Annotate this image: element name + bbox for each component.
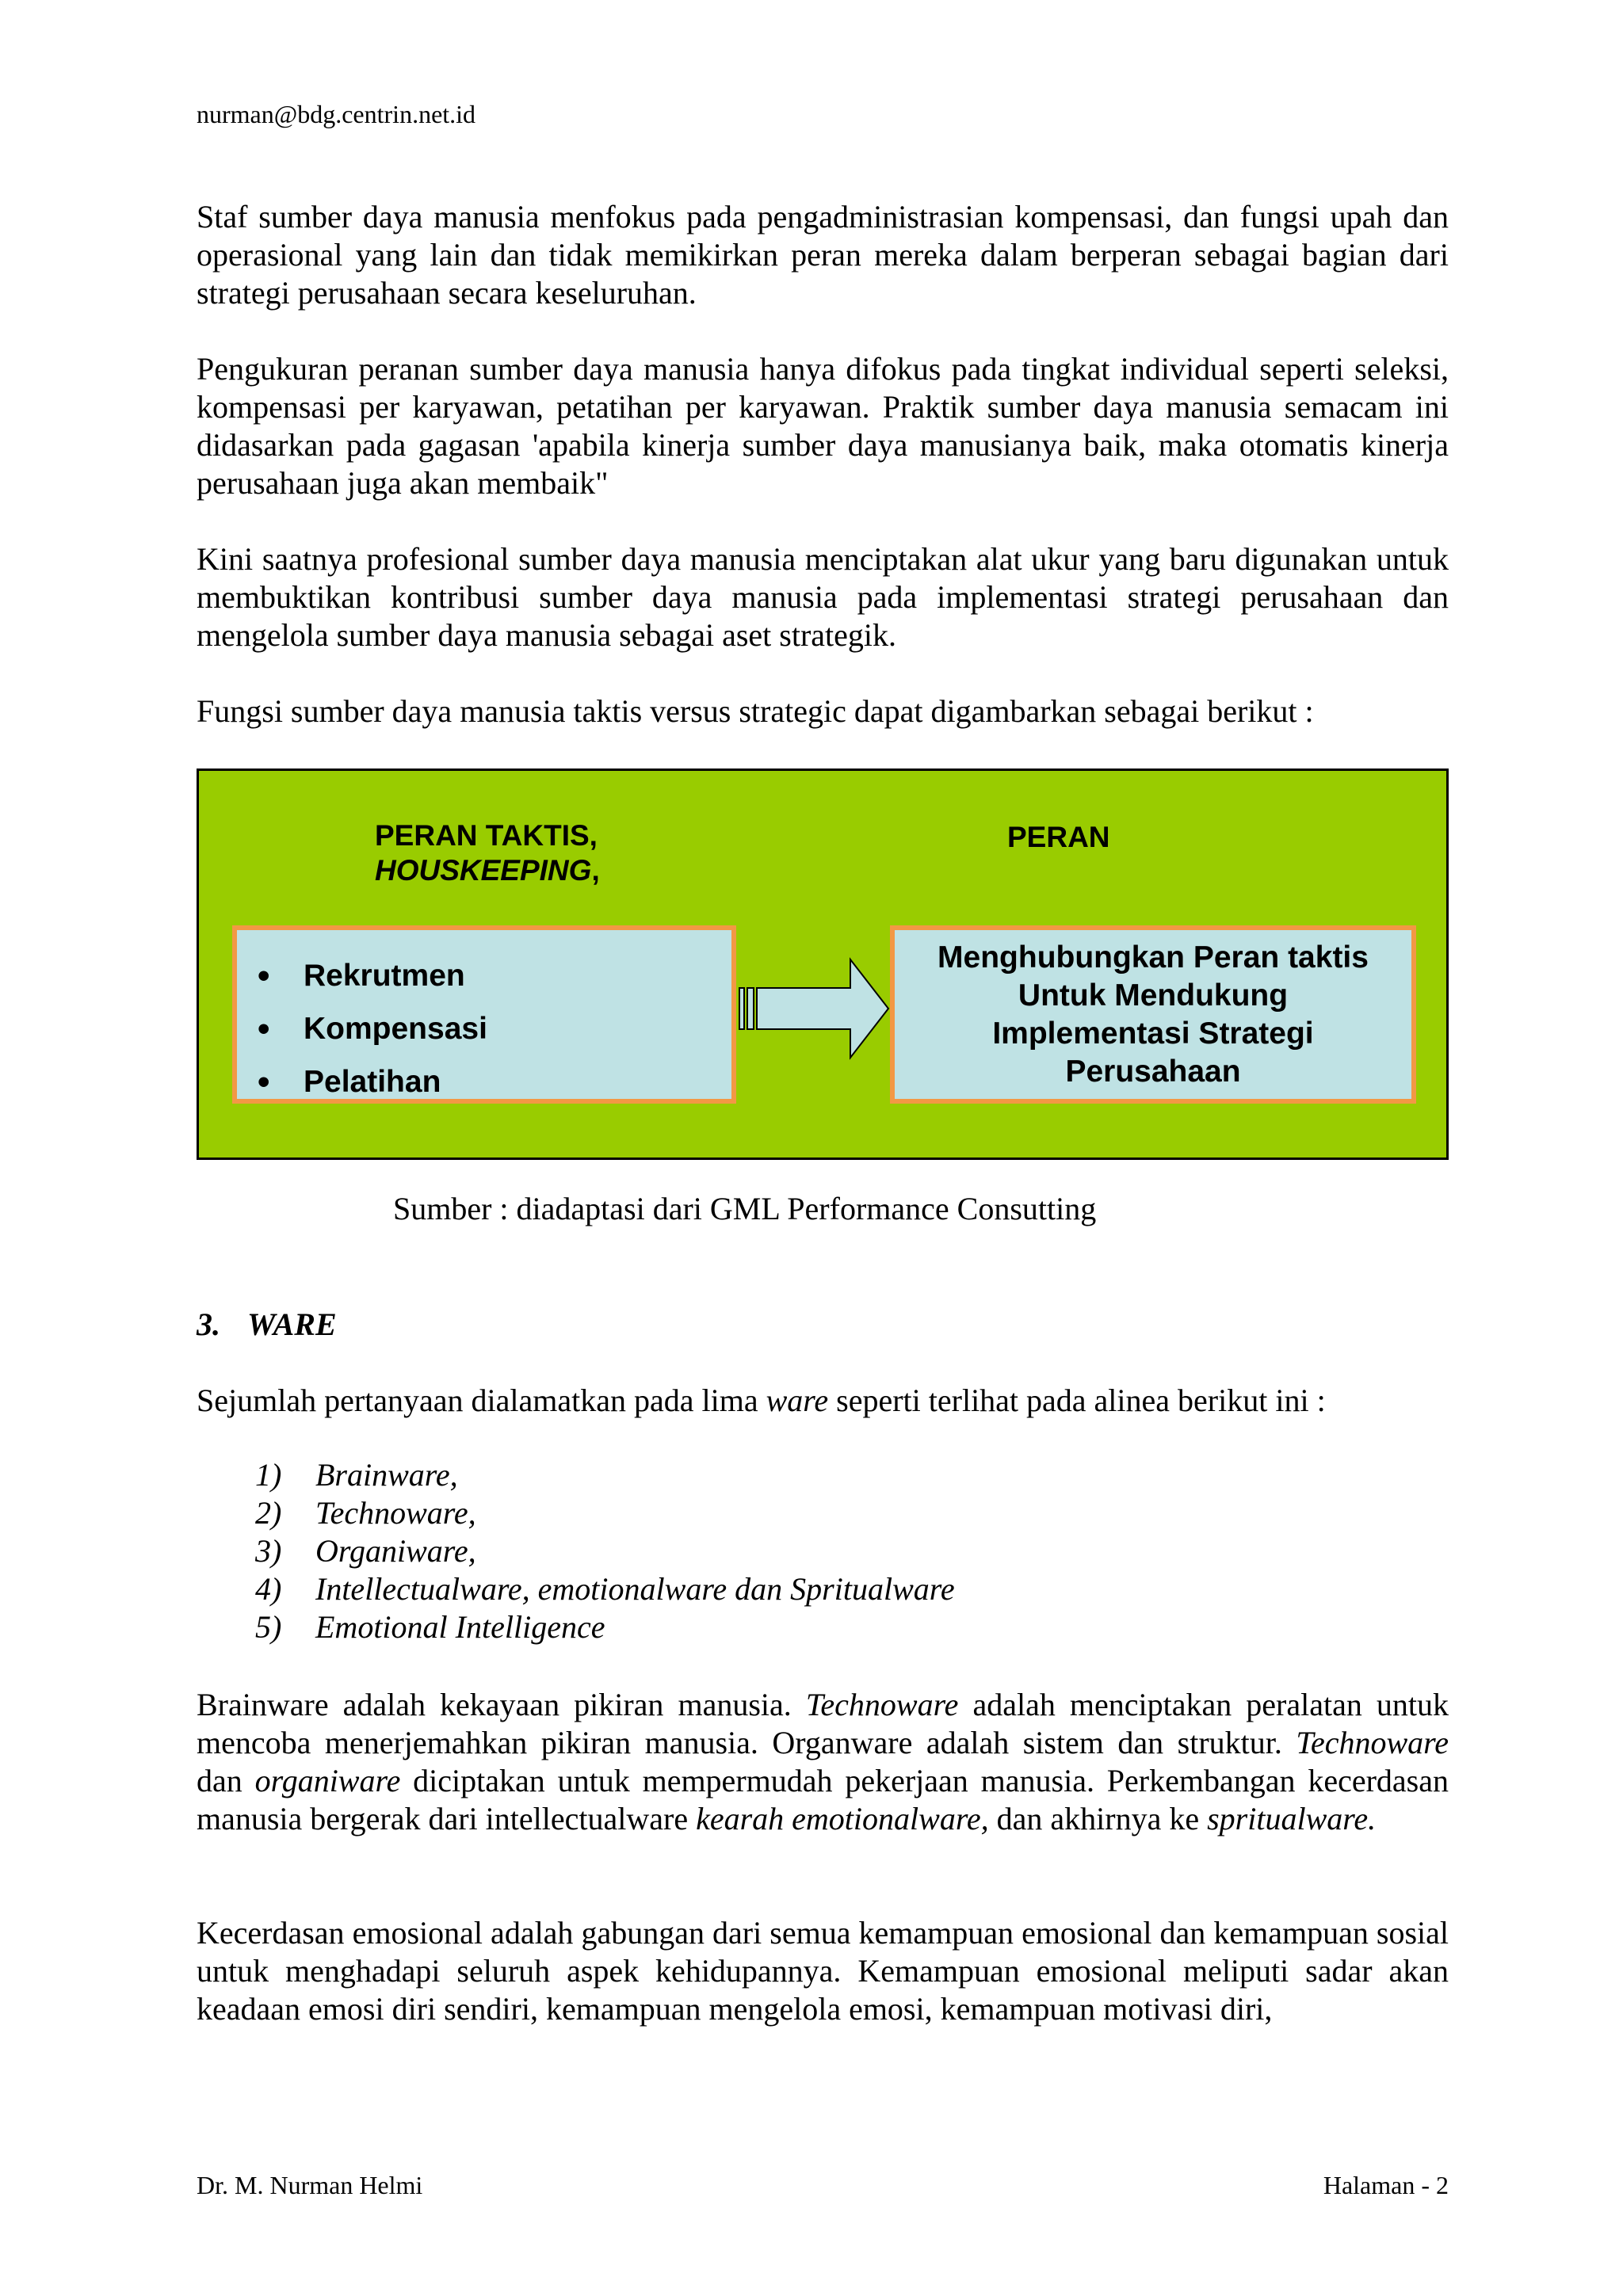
bullet-icon: •	[258, 1009, 270, 1048]
header-email: nurman@bdg.centrin.net.id	[197, 100, 476, 128]
strategic-role-text: Menghubungkan Peran taktis Untuk Mendukung Implementasi Strategi Perusahaan	[938, 940, 1369, 1089]
text-run-italic: organiware	[254, 1763, 401, 1798]
tactical-role-title-line1: PERAN TAKTIS,	[375, 819, 598, 852]
text-run: dan akhirnya ke	[988, 1801, 1208, 1836]
list-number: 1)	[255, 1457, 282, 1493]
tactical-role-title-line2: HOUSKEEPING	[375, 854, 592, 887]
section-title: WARE	[247, 1306, 337, 1342]
list-item-label: Pelatihan	[304, 1065, 441, 1099]
strategic-role-title: PERAN	[1007, 821, 1110, 853]
intro-text: Sejumlah pertanyaan dialamatkan pada lima	[197, 1383, 766, 1418]
list-item-label: Organiware,	[315, 1533, 476, 1569]
list-item-label: Brainware,	[315, 1457, 458, 1493]
text-run: Brainware adalah kekayaan pikiran manusia.	[197, 1687, 806, 1722]
list-item	[255, 1494, 955, 1532]
tactical-role-box	[232, 925, 736, 1104]
list-item	[255, 1532, 955, 1570]
section-number: 3.	[197, 1306, 220, 1342]
list-item-label: Rekrutmen	[304, 959, 465, 993]
intro-italic: ware	[766, 1383, 829, 1418]
list-item	[253, 1055, 487, 1108]
text-run-italic: Technoware	[1296, 1725, 1449, 1760]
text-run: adalah menciptakan peralatan untuk mencoba menerjemahkan pikiran manusia. Organware adalah sistem dan struktur.	[197, 1687, 1449, 1760]
paragraph-3: Kini saatnya profesional sumber daya manusia menciptakan alat ukur yang baru digunakan untuk membuktikan kontribusi sumber daya manusia pada implementasi strategi perusahaan dan mengelola sumber daya manusia sebagai aset strategik.	[197, 541, 1449, 653]
text-run: diciptakan untuk mempermudah pekerjaan manusia. Perkembangan kecerdasan manusia bergerak dari intellectualware	[197, 1763, 1449, 1836]
ware-list	[255, 1456, 955, 1646]
paragraph-ware-definitions	[197, 1686, 1449, 1838]
list-number: 3)	[255, 1533, 282, 1569]
tactical-role-list	[253, 949, 487, 1108]
footer-author: Dr. M. Nurman Helmi	[197, 2171, 423, 2199]
footer-page-number: Halaman - 2	[1323, 2171, 1449, 2199]
paragraph-emotional-intelligence: Kecerdasan emosional adalah gabungan dari semua kemampuan emosional dan kemampuan sosial untuk menghadapi seluruh aspek kehidupannya. Kemampuan emosional meliputi sadar akan keadaan emosi diri sendiri, kemampuan mengelola emosi, kemampuan motivasi diri,	[197, 1915, 1449, 2027]
list-item-label: Technoware,	[315, 1495, 476, 1531]
text-run-italic: Technoware	[805, 1687, 959, 1722]
source-caption: Sumber : diadaptasi dari GML Performance Consutting	[393, 1191, 1097, 1226]
paragraph-4: Fungsi sumber daya manusia taktis versus strategic dapat digambarkan sebagai berikut :	[197, 693, 1314, 729]
section-heading	[197, 1306, 337, 1344]
list-item-label: Emotional Intelligence	[315, 1609, 605, 1645]
strategic-role-box	[890, 925, 1416, 1104]
section-intro	[197, 1382, 1449, 1420]
list-item	[253, 1002, 487, 1055]
text-run-italic: kearah emotionalware,	[696, 1801, 989, 1836]
text-run-italic: spritualware.	[1207, 1801, 1377, 1836]
list-item	[253, 949, 487, 1002]
list-item	[255, 1608, 955, 1646]
intro-text-end: seperti terlihat pada alinea berikut ini :	[828, 1383, 1326, 1418]
list-item-label: Kompensasi	[304, 1012, 487, 1046]
list-item-label: Intellectualware, emotionalware dan Spritualware	[315, 1571, 955, 1607]
list-number: 2)	[255, 1495, 282, 1531]
tactical-role-title-comma: ,	[591, 854, 600, 887]
right-arrow-icon	[735, 953, 893, 1064]
list-number: 5)	[255, 1609, 282, 1645]
paragraph-1: Staf sumber daya manusia menfokus pada pengadministrasian kompensasi, dan fungsi upah dan operasional yang lain dan tidak memikirkan peran mereka dalam berperan sebagai bagian dari strategi perusahaan secara keseluruhan.	[197, 199, 1449, 311]
list-number: 4)	[255, 1571, 282, 1607]
bullet-icon: •	[258, 1062, 270, 1101]
text-run: dan	[197, 1763, 255, 1798]
list-item	[255, 1570, 955, 1608]
bullet-icon: •	[258, 956, 270, 995]
role-diagram	[197, 769, 1449, 1160]
paragraph-2: Pengukuran peranan sumber daya manusia hanya difokus pada tingkat individual seperti seleksi, kompensasi per karyawan, petatihan per karyawan. Praktik sumber daya manusia semacam ini didasarkan pada gagasan 'apabila kinerja sumber daya manusianya baik, maka otomatis kinerja perusahaan juga akan membaik"	[197, 351, 1449, 501]
tactical-role-title	[375, 818, 600, 888]
list-item	[255, 1456, 955, 1494]
